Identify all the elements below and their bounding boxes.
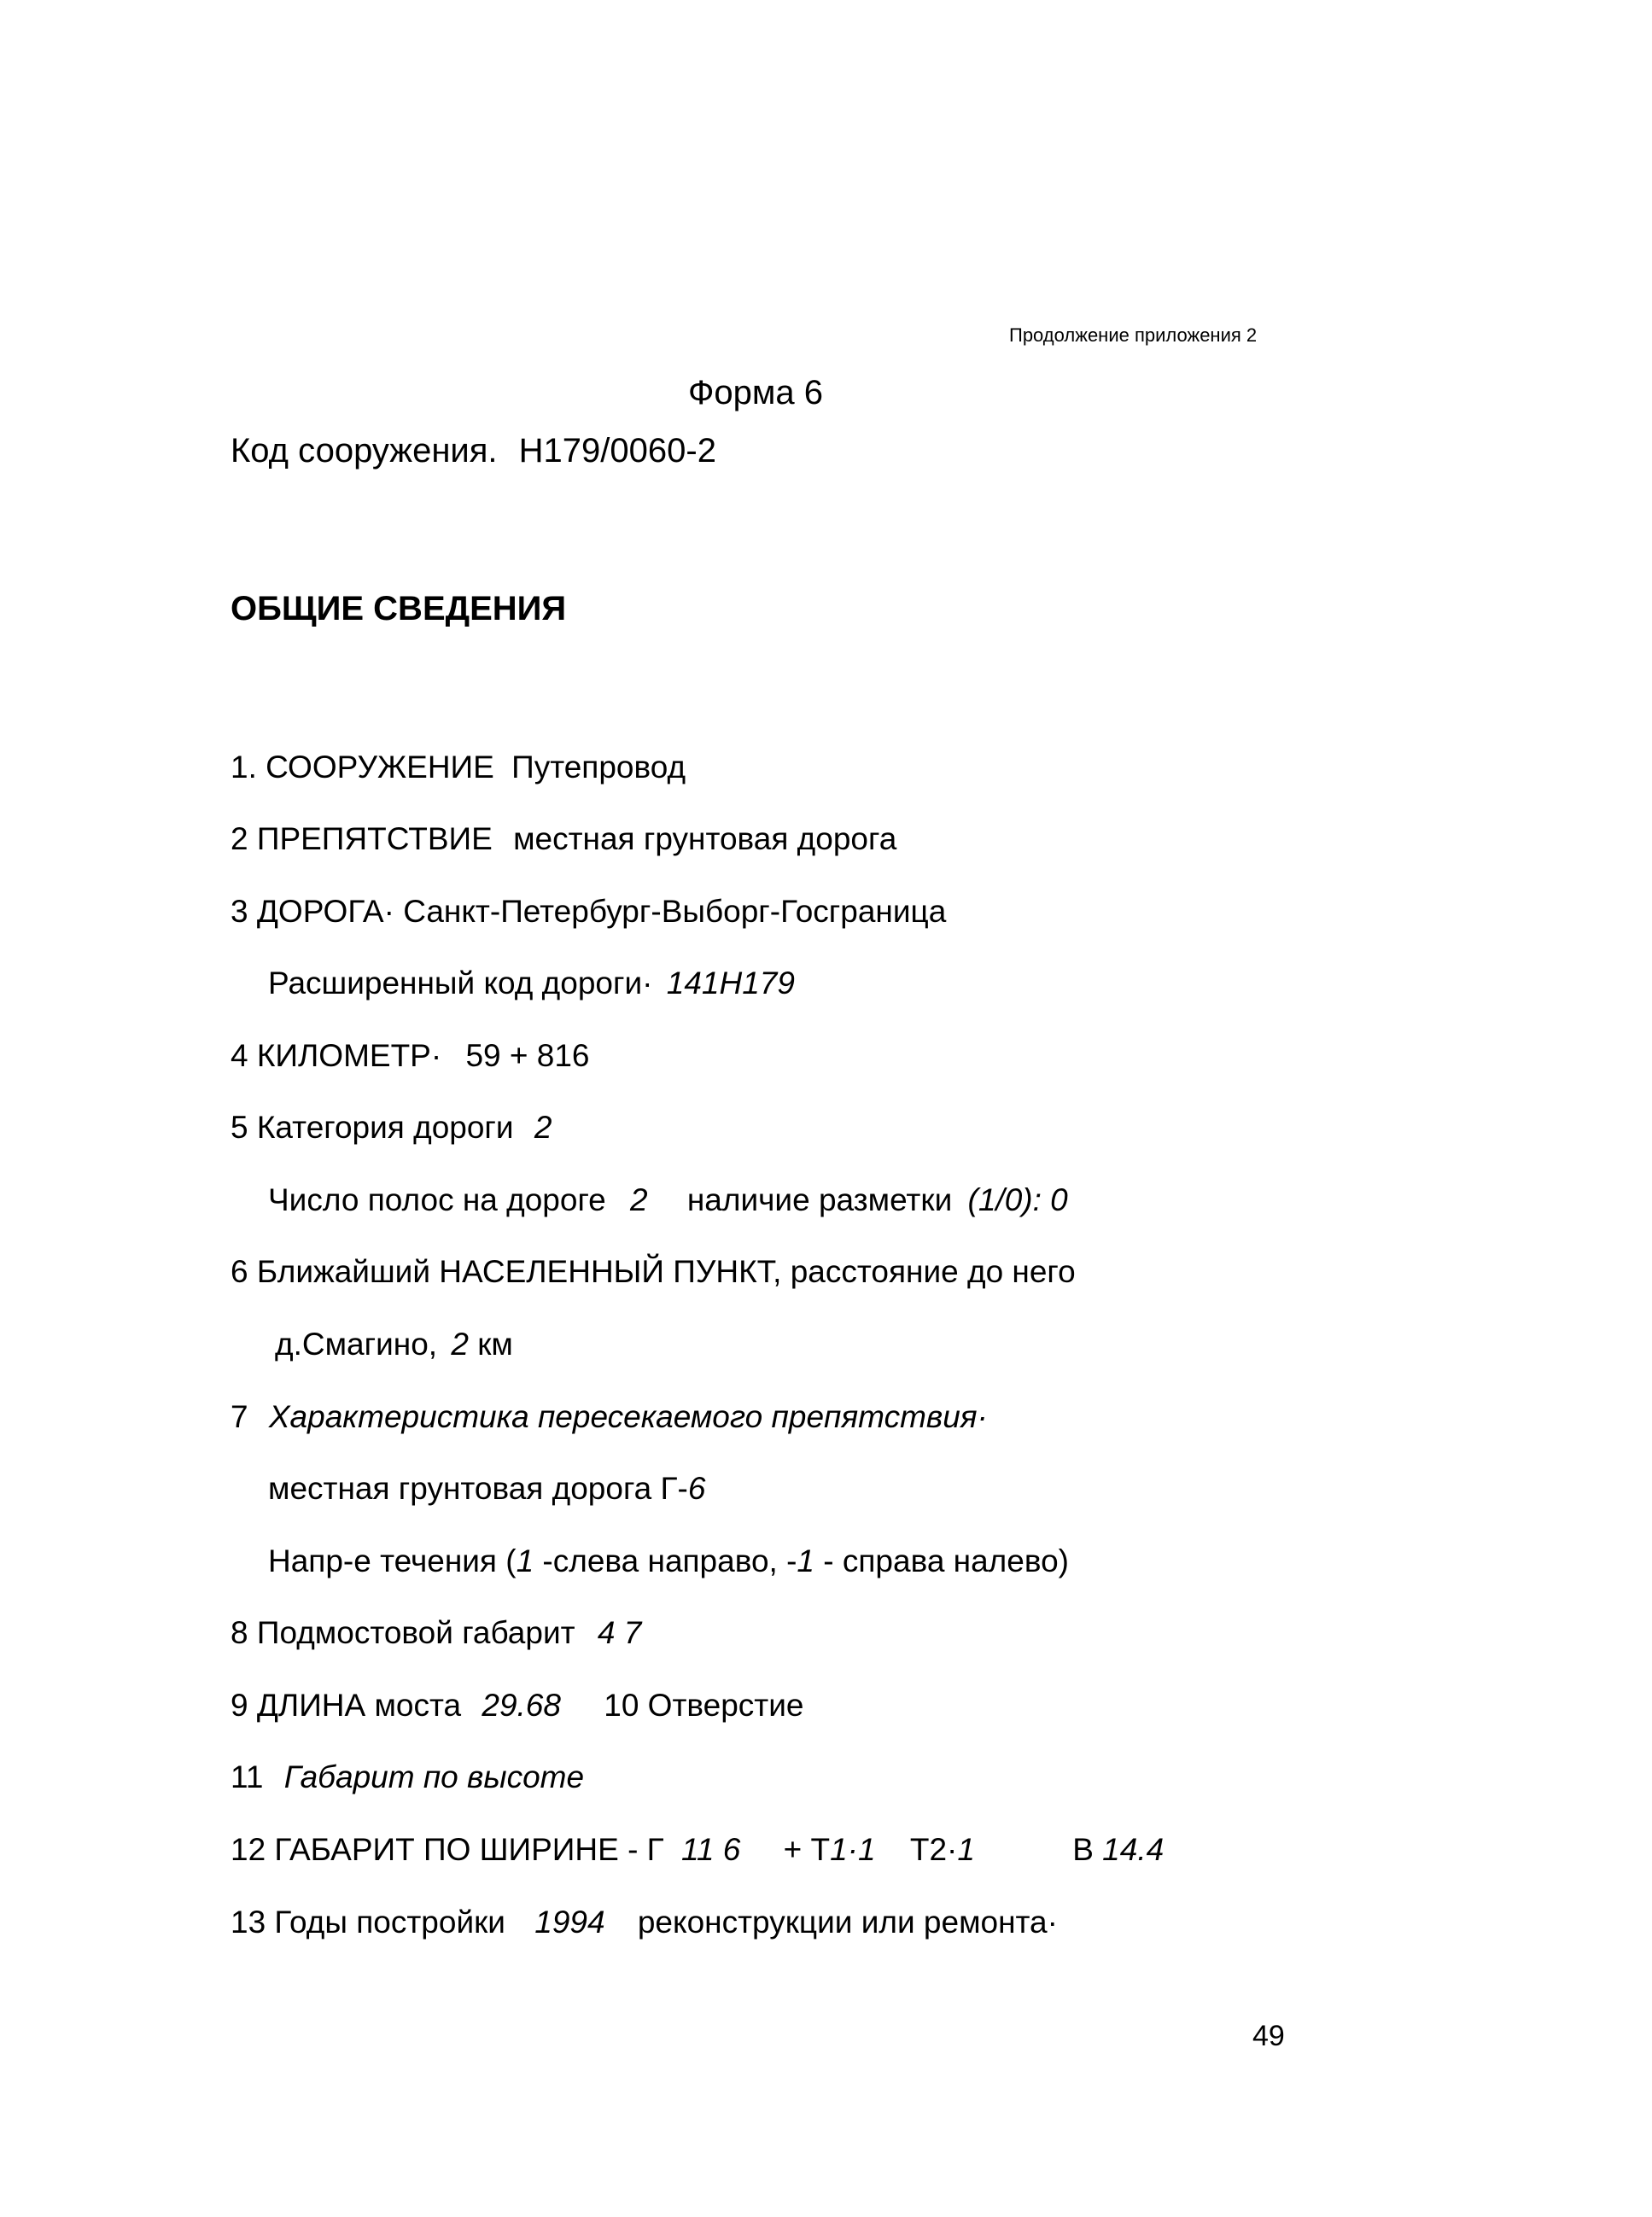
structure-code-label: Код сооружения. — [231, 432, 498, 470]
item-12 — [231, 1834, 1164, 1865]
item-4-value: 59 + 816 — [465, 1038, 590, 1073]
item-12-label: 12 ГАБАРИТ ПО ШИРИНЕ - Г — [231, 1832, 664, 1867]
item-5-lanes — [268, 1184, 1068, 1216]
width-g-value: 11 6 — [681, 1832, 741, 1867]
item-13 — [231, 1906, 1058, 1938]
item-7-flow-direction — [268, 1545, 1069, 1577]
section-title: ОБЩИЕ СВЕДЕНИЯ — [231, 590, 567, 627]
item-1 — [231, 751, 686, 783]
width-t1-value: 1·1 — [830, 1832, 876, 1867]
marking-value: (1/0): 0 — [967, 1182, 1068, 1217]
item-5-value: 2 — [534, 1110, 552, 1145]
flow-text-1: Напр-е течения ( — [268, 1543, 517, 1578]
item-4-label: 4 КИЛОМЕТР· — [231, 1038, 442, 1073]
obstacle-value: 6 — [687, 1471, 706, 1506]
item-8 — [231, 1617, 641, 1648]
page-number: 49 — [1252, 2020, 1285, 2052]
item-3-label: 3 ДОРОГА· — [231, 894, 394, 929]
item-1-value: Путепровод — [511, 750, 686, 785]
flow-text-3: - справа налево) — [814, 1543, 1069, 1578]
item-9-value: 29.68 — [482, 1688, 561, 1723]
item-2 — [231, 823, 896, 855]
width-b-label: В — [1072, 1832, 1094, 1867]
item-8-value: 4 7 — [597, 1615, 642, 1650]
item-6: 6 Ближайший НАСЕЛЕННЫЙ ПУНКТ, расстояние до него — [231, 1254, 1076, 1289]
continuation-note: Продолжение приложения 2 — [1009, 324, 1258, 346]
item-9-label: 9 ДЛИНА моста — [231, 1688, 462, 1723]
structure-code — [231, 434, 716, 468]
flow-value-1: 1 — [516, 1543, 534, 1578]
item-7 — [231, 1401, 988, 1432]
item-11-number: 11 — [231, 1759, 264, 1794]
item-5-label: 5 Категория дороги — [231, 1110, 514, 1145]
flow-text-2: -слева направо, - — [534, 1543, 797, 1578]
item-2-value: местная грунтовая дорога — [513, 821, 897, 856]
item-9 — [231, 1689, 804, 1721]
item-8-label: 8 Подмостовой габарит — [231, 1615, 575, 1650]
item-11-label: Габарит по высоте — [283, 1759, 585, 1794]
width-t2-label: Т2· — [909, 1832, 958, 1867]
item-13-year: 1994 — [534, 1905, 605, 1940]
place-distance: 2 — [451, 1327, 469, 1362]
width-b-value: 14.4 — [1102, 1832, 1165, 1867]
item-7-label: Характеристика пересекаемого препятствия· — [268, 1399, 988, 1434]
place-name: д.Смагино, — [275, 1327, 438, 1362]
lanes-value: 2 — [630, 1182, 648, 1217]
lanes-label: Число полос на дороге — [268, 1182, 606, 1217]
width-t2-value: 1 — [957, 1832, 975, 1867]
item-7-number: 7 — [231, 1399, 248, 1434]
form-title: Форма 6 — [688, 374, 824, 411]
item-13-label-2: реконструкции или ремонта· — [637, 1905, 1058, 1940]
item-3-value: Санкт-Петербург-Выборг-Госграница — [403, 894, 947, 929]
extended-code-value: 141Н179 — [666, 966, 795, 1001]
item-3-extended-code — [268, 967, 795, 999]
structure-code-value: Н179/0060-2 — [518, 432, 716, 470]
item-10-label: 10 Отверстие — [604, 1688, 804, 1723]
item-11 — [231, 1761, 584, 1793]
width-t1-label: + Т — [783, 1832, 831, 1867]
item-3 — [231, 896, 946, 927]
extended-code-label: Расширенный код дороги· — [268, 966, 653, 1001]
item-4 — [231, 1040, 590, 1071]
item-13-label: 13 Годы постройки — [231, 1905, 505, 1940]
item-7-obstacle — [268, 1473, 705, 1504]
marking-label: наличие разметки — [686, 1182, 953, 1217]
obstacle-text: местная грунтовая дорога Г- — [268, 1471, 688, 1506]
item-6-place — [275, 1328, 513, 1360]
place-distance-unit: км — [477, 1327, 513, 1362]
item-5 — [231, 1111, 552, 1143]
flow-value-2: 1 — [797, 1543, 814, 1578]
item-1-label: 1. СООРУЖЕНИЕ — [231, 750, 494, 785]
item-2-label: 2 ПРЕПЯТСТВИЕ — [231, 821, 493, 856]
